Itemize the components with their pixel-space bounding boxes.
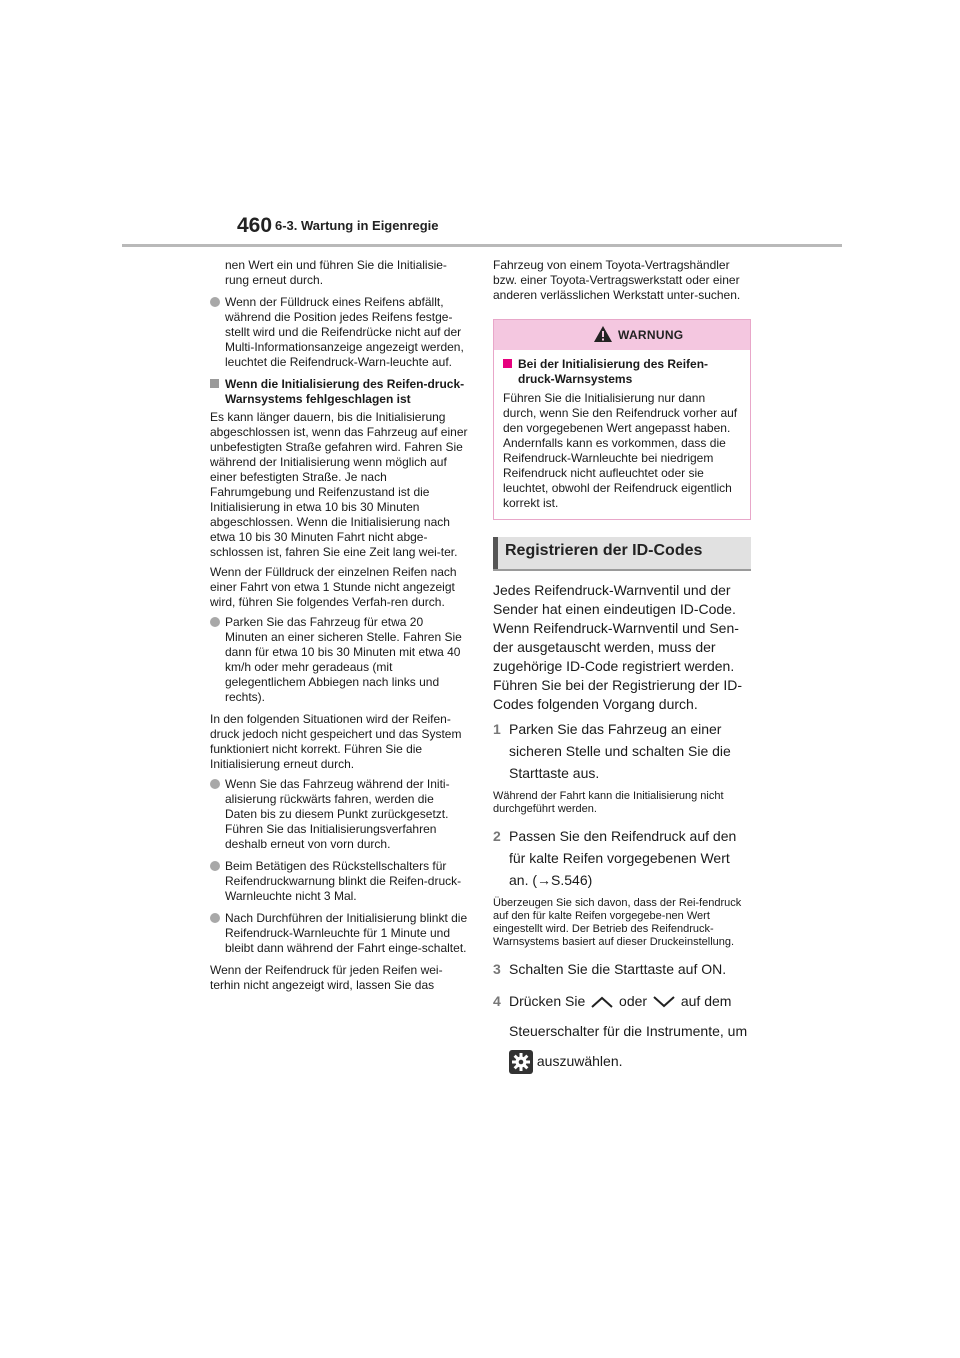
paragraph: Wenn der Fülldruck der einzelnen Reifen nach einer Fahrt von etwa 1 Stunde nicht angezeigt wird, führen Sie folgendes Verfah-ren durch. bbox=[210, 565, 457, 609]
intro-paragraph: Jedes Reifendruck-Warnventil und der Sender hat einen eindeutigen ID-Code. Wenn Reifendruck-Warnventil und Sen-der ausgetauscht werden, muss der zugehörige ID-Code registriert werden. Führen Sie bei der Registrierung der ID-Codes folgenden Vorgang durch. bbox=[493, 582, 743, 712]
bullet-text: Wenn der Fülldruck eines Reifens abfällt, während die Position jedes Reifens festge-stellt wird und die Reifendrücke nicht auf der Multi-Informationsanzeige angezeigt werden, leuchtet die Reifendruck-Warn-leuchte auf. bbox=[225, 295, 464, 369]
paragraph: Wenn der Reifendruck für jeden Reifen wei-terhin nicht angezeigt wird, lassen Sie das bbox=[210, 963, 443, 992]
step-item bbox=[493, 986, 751, 1076]
step-item bbox=[493, 825, 751, 891]
step-number: 3 bbox=[493, 961, 501, 977]
step-item bbox=[493, 718, 751, 784]
heading-accent-bar bbox=[493, 537, 498, 569]
paragraph: Es kann länger dauern, bis die Initialisierung abgeschlossen ist, wenn das Fahrzeug auf einer unbefestigten Straße gefahren wird. Fahren Sie während der Initialisierung wenn möglich auf einer befestigten Straße. Je nach Fahrumgebung und Reifenzustand ist die Initialisierung in etwa 10 bis 30 Minuten abgeschlossen. Wenn die Initialisierung nach etwa 10 bis 30 Minuten Fahrt nicht abge-schlossen ist, fahren Sie eine Zeit lang wei-ter. bbox=[210, 410, 468, 559]
warning-title: WARNUNG bbox=[618, 328, 684, 342]
page-header bbox=[0, 0, 960, 250]
step-text: Schalten Sie die Starttaste auf ON. bbox=[509, 961, 727, 977]
subheading-text: Wenn die Initialisierung des Reifen-druck-Warnsystems fehlgeschlagen ist bbox=[225, 377, 465, 406]
bullet-text: Parken Sie das Fahrzeug für etwa 20 Minuten an einer sicheren Stelle. Fahren Sie dann für etwa 10 bis 30 Minuten mit etwa 40 km/h oder mehr geradeaus (mit gelegentlichem Abbiegen nach links und rechts). bbox=[225, 615, 462, 704]
section-heading-box bbox=[493, 537, 751, 571]
bullet-text: Nach Durchführen der Initialisierung blinkt die Reifendruck-Warnleuchte für 1 Minute und bleibt dann während der Fahrt einge-schaltet. bbox=[225, 911, 468, 955]
warning-text: Führen Sie die Initialisierung nur dann durch, wenn Sie den Reifendruck vorher auf den vorgegebenen Wert angepasst haben. Andernfalls kann es vorkommen, dass die Reifendruck-Warnleuchte bei niedrigem Reifendruck nicht aufleuchtet oder sie leuchtet, obwohl der Reifendruck eigentlich korrekt ist. bbox=[503, 391, 738, 510]
settings-gear-icon bbox=[509, 1050, 533, 1074]
step-note: Überzeugen Sie sich davon, dass der Rei-fendruck auf den für kalte Reifen vorgegebe-nen Wert eingestellt wird. Der Betrieb des Reifendruck-Warnsystems basiert auf dieser Druckeinstellung. bbox=[493, 897, 742, 948]
step-text: auf dem Steuerschalter für die Instrumente, bbox=[509, 993, 732, 1039]
right-column bbox=[493, 258, 751, 1082]
bullet-icon bbox=[210, 861, 220, 871]
header-divider bbox=[122, 244, 842, 247]
warning-header bbox=[494, 320, 750, 350]
paragraph: nen Wert ein und führen Sie die Initialisie-rung erneut durch. bbox=[225, 258, 447, 287]
square-bullet-icon bbox=[210, 379, 219, 388]
step-number: 1 bbox=[493, 721, 501, 737]
bullet-item bbox=[210, 911, 468, 956]
bullet-item bbox=[210, 295, 468, 370]
bullet-icon bbox=[210, 779, 220, 789]
bullet-text: Wenn Sie das Fahrzeug während der Initi-alisierung rückwärts fahren, werden die Daten bis zu diesem Punkt zurückgesetzt. Führen Sie das Initialisierungsverfahren deshalb erneut von vorn durch. bbox=[225, 777, 450, 851]
bullet-item bbox=[210, 859, 468, 904]
step-text: um bbox=[727, 1023, 748, 1039]
step-text: Passen Sie den Reifendruck auf den für kalte Reifen vorgegebenen Wert an. (→S.546) bbox=[509, 828, 737, 888]
warning-triangle-icon bbox=[593, 325, 613, 343]
warning-subheading-text: Bei der Initialisierung des Reifen-druck-Warnsystems bbox=[518, 357, 709, 386]
step-text: auszuwählen. bbox=[536, 1053, 623, 1069]
section-title: 6-3. Wartung in Eigenregie bbox=[275, 218, 439, 233]
bullet-item bbox=[210, 615, 468, 705]
step-note: Während der Fahrt kann die Initialisierung nicht durchgeführt werden. bbox=[493, 790, 724, 815]
bullet-item bbox=[210, 777, 468, 852]
chevron-up-icon bbox=[589, 995, 615, 1009]
step-item bbox=[493, 958, 751, 980]
bullet-icon bbox=[210, 297, 220, 307]
square-bullet-icon bbox=[503, 359, 512, 368]
step-text: Parken Sie das Fahrzeug an einer sicheren Stelle und schalten Sie die Starttaste aus. bbox=[509, 721, 731, 781]
subheading bbox=[210, 377, 468, 407]
step-number: 4 bbox=[493, 993, 501, 1009]
paragraph: Fahrzeug von einem Toyota-Vertragshändler bzw. einer Toyota-Vertragswerkstatt oder einer anderen verlässlichen Werkstatt unter-suchen. bbox=[493, 258, 741, 302]
step-text: Drücken Sie bbox=[509, 993, 586, 1009]
paragraph: In den folgenden Situationen wird der Reifen-druck jedoch nicht gespeichert und das System funktioniert nicht korrekt. Führen Sie die Initialisierung erneut durch. bbox=[210, 712, 462, 771]
warning-body bbox=[494, 350, 750, 519]
bullet-text: Beim Betätigen des Rückstellschalters für Reifendruckwarnung blinkt die Reifen-druck-Warnleuchte nicht 3 Mal. bbox=[225, 859, 462, 903]
bullet-icon bbox=[210, 617, 220, 627]
chevron-down-icon bbox=[651, 995, 677, 1009]
page-number: 460 bbox=[237, 214, 273, 237]
warning-box bbox=[493, 319, 751, 520]
warning-subheading bbox=[503, 357, 741, 387]
bullet-icon bbox=[210, 913, 220, 923]
step-number: 2 bbox=[493, 828, 501, 844]
left-column bbox=[210, 258, 468, 998]
step-text: oder bbox=[619, 993, 648, 1009]
section-heading: Registrieren der ID-Codes bbox=[505, 542, 703, 559]
